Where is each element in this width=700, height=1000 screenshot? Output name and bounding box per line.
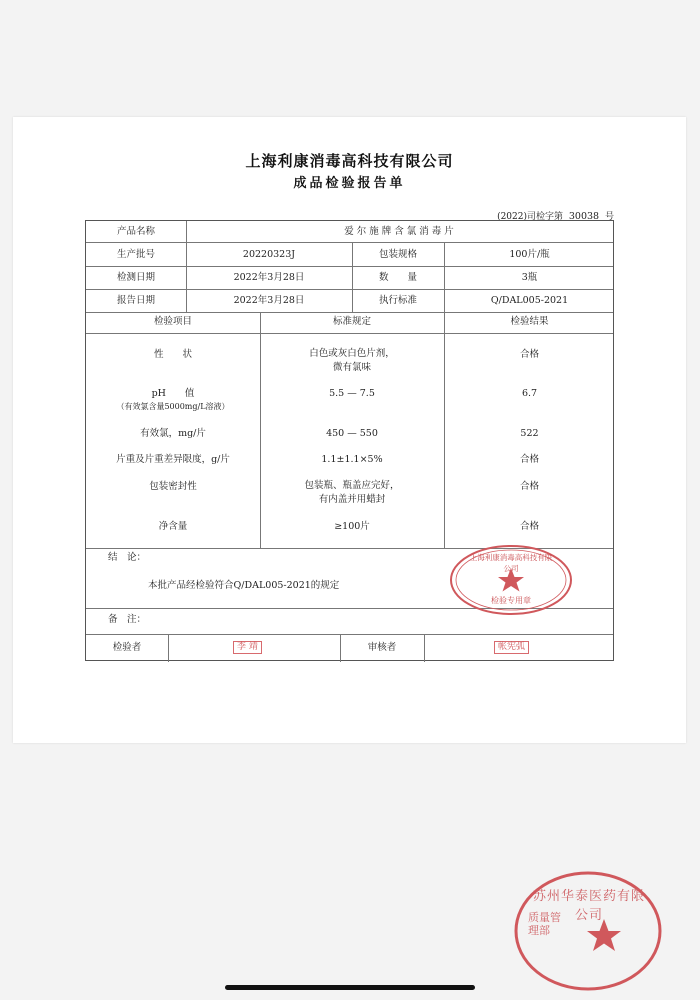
report-sheet	[13, 117, 686, 743]
report-date-label: 报告日期	[116, 295, 155, 306]
quantity-value: 3瓶	[521, 272, 538, 283]
distributor-stamp-text: 苏州华泰医药有限公司	[532, 889, 645, 923]
inspector-label: 检验者	[112, 642, 142, 653]
home-indicator[interactable]	[225, 985, 475, 990]
inspector-signature: 李 靖	[233, 641, 262, 654]
test-item: 包装密封性	[149, 481, 197, 492]
document-title: 成品检验报告单	[293, 176, 406, 191]
test-standard: 450 — 550	[326, 428, 378, 439]
row-divider	[86, 266, 613, 267]
test-standard: 5.5 — 7.5	[329, 388, 375, 399]
company-stamp-subtext: 检验专用章	[491, 596, 531, 605]
batch-value: 20220323J	[242, 249, 296, 260]
col-divider	[424, 634, 425, 662]
standard-value: Q/DAL005-2021	[490, 295, 569, 306]
report-number-suffix: 号	[604, 212, 614, 222]
test-item: 净含量	[158, 521, 188, 532]
company-name: 上海利康消毒高科技有限公司	[245, 152, 454, 170]
test-standard: ≥100片	[334, 521, 370, 532]
distributor-stamp-subtext: 质量管理部	[528, 911, 561, 937]
row-divider	[86, 634, 613, 635]
test-standard: 包装瓶、瓶盖应完好， 有内盖并用蜡封	[304, 480, 400, 505]
batch-label: 生产批号	[116, 249, 155, 260]
quantity-label: 数 量	[378, 272, 417, 283]
test-result: 合格	[519, 454, 539, 465]
spec-label: 包装规格	[378, 249, 417, 260]
test-item: pH 值	[151, 388, 195, 399]
remarks-label: 备 注：	[108, 614, 147, 625]
test-standard: 白色或灰白色片剂， 微有氯味	[309, 348, 395, 373]
test-result: 522	[520, 428, 539, 439]
conclusion-label: 结 论：	[108, 552, 147, 563]
reviewer-label: 审核者	[367, 642, 397, 653]
test-standard: 1.1±1.1×5%	[321, 454, 383, 465]
column-header-result: 检验结果	[510, 316, 549, 327]
company-stamp	[449, 544, 573, 616]
test-item: 有效氯，mg/片	[140, 428, 206, 439]
standard-label: 执行标准	[378, 295, 417, 306]
product-name-value: 爱尔施牌含氯消毒片	[344, 226, 457, 237]
row-divider	[86, 289, 613, 290]
report-number-prefix: (2022)司检字第	[497, 212, 563, 222]
test-result: 合格	[519, 349, 539, 360]
column-header-item: 检验项目	[153, 316, 192, 327]
report-date-value: 2022年3月28日	[233, 295, 305, 306]
reviewer-signature: 帐宪弧	[494, 641, 529, 654]
test-result: 合格	[519, 481, 539, 492]
test-result: 6.7	[521, 388, 538, 399]
distributor-stamp	[514, 871, 662, 991]
company-stamp-text: 上海利康消毒高科技有限公司	[469, 553, 553, 573]
test-item-note: （有效氯含量5000mg/L溶液）	[116, 402, 230, 411]
row-divider	[86, 242, 613, 243]
spec-value: 100片/瓶	[509, 249, 550, 260]
row-divider	[86, 312, 613, 313]
test-item: 片重及片重差异限度，g/片	[116, 454, 230, 465]
test-item: 性 状	[153, 349, 192, 360]
conclusion-text: 本批产品经检验符合Q/DAL005-2021的规定	[148, 580, 340, 591]
row-divider	[86, 333, 613, 334]
col-divider	[168, 634, 169, 662]
column-header-standard: 标准规定	[332, 316, 371, 327]
test-date-value: 2022年3月28日	[233, 272, 305, 283]
product-name-label: 产品名称	[116, 226, 155, 237]
test-date-label: 检测日期	[116, 272, 155, 283]
report-number-value: 30038	[568, 211, 600, 222]
test-result: 合格	[519, 521, 539, 532]
